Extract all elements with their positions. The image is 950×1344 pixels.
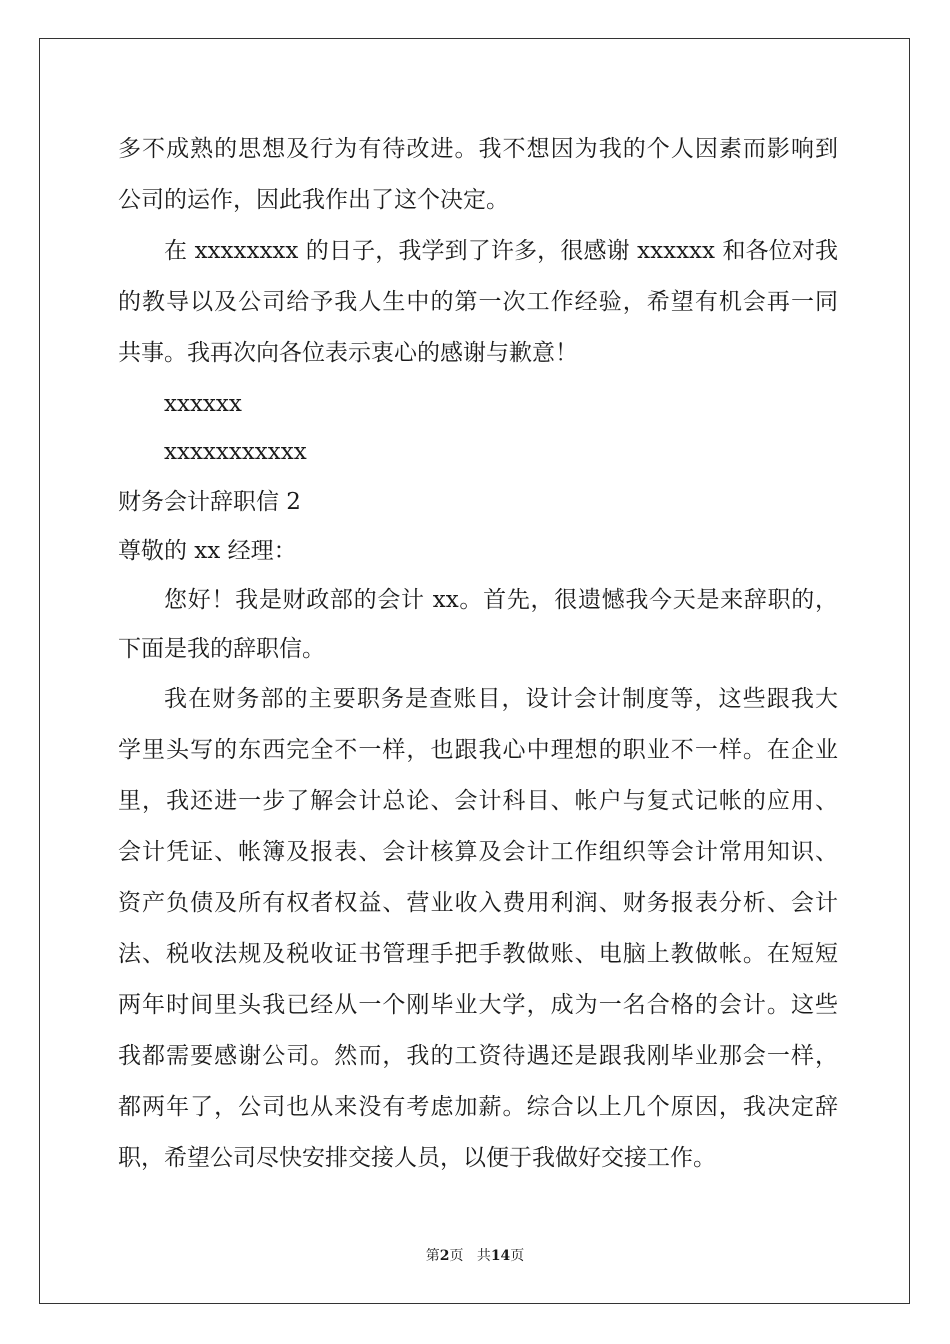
text-line: 两年时间里头我已经从一个刚毕业大学，成为一名合格的会计。这些 [118,992,838,1018]
text-line: 我都需要感谢公司。然而，我的工资待遇还是跟我刚毕业那会一样， [118,1043,838,1069]
text-line: 公司的运作，因此我作出了这个决定。 [118,187,509,213]
text-line: 的教导以及公司给予我人生中的第一次工作经验，希望有机会再一同 [118,289,838,315]
text-line: 多不成熟的思想及行为有待改进。我不想因为我的个人因素而影响到 [118,136,838,162]
text-line: 学里头写的东西完全不一样，也跟我心中理想的职业不一样。在企业 [118,737,838,763]
total-unit: 页 [510,1248,525,1264]
page-prefix: 第 [425,1248,440,1264]
text-line: 里，我还进一步了解会计总论、会计科目、帐户与复式记帐的应用、 [118,788,838,814]
text-line: 我在财务部的主要职务是查账目，设计会计制度等，这些跟我大 [164,686,838,712]
text-line: 共事。我再次向各位表示衷心的感谢与歉意！ [118,340,578,366]
text-line: 资产负债及所有权者权益、营业收入费用利润、财务报表分析、会计 [118,890,838,916]
text-line: 下面是我的辞职信。 [118,636,325,662]
page-unit: 页 [449,1248,464,1264]
text-line: 在 xxxxxxxx 的日子，我学到了许多，很感谢 xxxxxx 和各位对我 [164,238,838,264]
text-line: 会计凭证、帐簿及报表、会计核算及会计工作组织等会计常用知识、 [118,839,838,865]
text-line: 法、税收法规及税收证书管理手把手教做账、电脑上教做帐。在短短 [118,941,838,967]
text-line: 您好！我是财政部的会计 xx。首先，很遗憾我今天是来辞职的， [164,587,838,613]
page-total: 14 [490,1248,511,1264]
page-current: 2 [439,1248,450,1264]
page-footer [0,1246,950,1266]
signature-name: xxxxxx [164,391,242,417]
signature-date: xxxxxxxxxxx [164,439,307,465]
text-line: 职，希望公司尽快安排交接人员，以便于我做好交接工作。 [118,1145,716,1171]
salutation: 尊敬的 xx 经理： [118,538,297,564]
total-prefix: 共 [476,1248,491,1264]
section-title: 财务会计辞职信 2 [118,489,301,515]
text-line: 都两年了，公司也从来没有考虑加薪。综合以上几个原因，我决定辞 [118,1094,838,1120]
